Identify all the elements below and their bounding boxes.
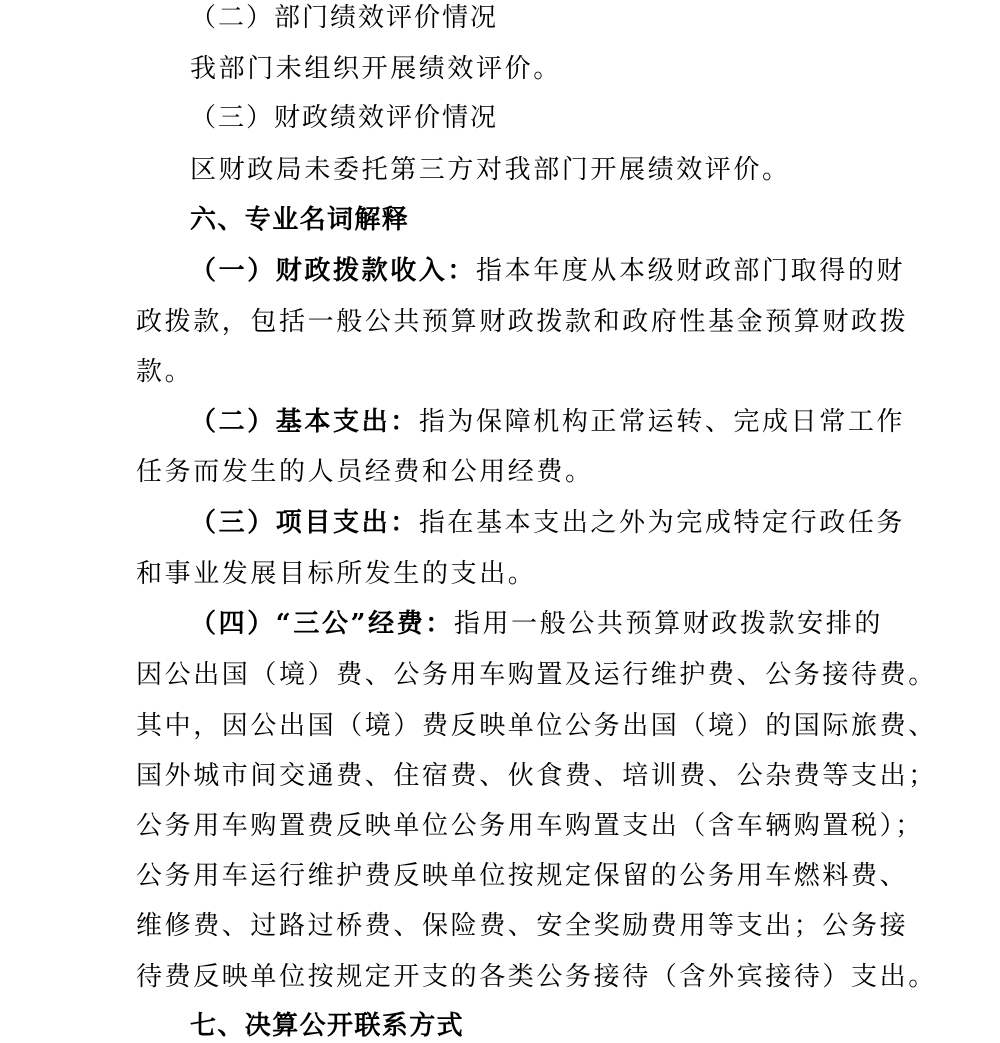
term-3-text: 指在基本支出之外为完成特定行政任务 bbox=[418, 508, 906, 538]
term-4-label: （四）“三公”经费： bbox=[190, 609, 454, 639]
term-4-line-4: 国外城市间交通费、住宿费、伙食费、培训费、公杂费等支出； bbox=[136, 761, 937, 791]
section-heading-dept-eval: （二）部门绩效评价情况 bbox=[190, 3, 499, 33]
term-2-line-1 bbox=[190, 405, 905, 439]
term-1-line-1 bbox=[190, 254, 905, 288]
term-2-label: （二）基本支出： bbox=[190, 407, 419, 437]
term-4-line-7: 维修费、过路过桥费、保险费、安全奖励费用等支出；公务接 bbox=[136, 911, 909, 941]
term-4-line-3: 其中，因公出国（境）费反映单位公务出国（境）的国际旅费、 bbox=[136, 711, 937, 741]
paragraph-fin-eval: 区财政局未委托第三方对我部门开展绩效评价。 bbox=[190, 155, 791, 185]
term-4-line-5: 公务用车购置费反映单位公务用车购置支出（含车辆购置税）； bbox=[136, 811, 924, 841]
term-4-text: 指用一般公共预算财政拨款安排的 bbox=[453, 609, 883, 639]
term-3-line-1 bbox=[190, 506, 905, 540]
term-1-label: （一）财政拨款收入： bbox=[190, 256, 477, 286]
section-heading-terms: 六、专业名词解释 bbox=[190, 205, 410, 235]
term-3-line-2: 和事业发展目标所发生的支出。 bbox=[136, 559, 537, 589]
term-2-line-2: 任务而发生的人员经费和公用经费。 bbox=[136, 457, 594, 487]
term-2-text: 指为保障机构正常运转、完成日常工作 bbox=[418, 407, 906, 437]
term-4-line-6: 公务用车运行维护费反映单位按规定保留的公务用车燃料费、 bbox=[136, 861, 909, 891]
term-4-line-8: 待费反映单位按规定开支的各类公务接待（含外宾接待）支出。 bbox=[136, 962, 937, 992]
paragraph-dept-eval: 我部门未组织开展绩效评价。 bbox=[190, 54, 562, 84]
term-4-line-1 bbox=[190, 607, 883, 641]
term-1-text: 指本年度从本级财政部门取得的财 bbox=[476, 256, 906, 286]
section-heading-fin-eval: （三）财政绩效评价情况 bbox=[190, 103, 499, 133]
term-3-label: （三）项目支出： bbox=[190, 508, 419, 538]
term-4-line-2: 因公出国（境）费、公务用车购置及运行维护费、公务接待费。 bbox=[136, 660, 937, 690]
section-heading-contact: 七、决算公开联系方式 bbox=[190, 1011, 465, 1041]
term-1-line-3: 款。 bbox=[136, 357, 194, 387]
term-1-line-2: 政拨款，包括一般公共预算财政拨款和政府性基金预算财政拨 bbox=[136, 307, 909, 337]
